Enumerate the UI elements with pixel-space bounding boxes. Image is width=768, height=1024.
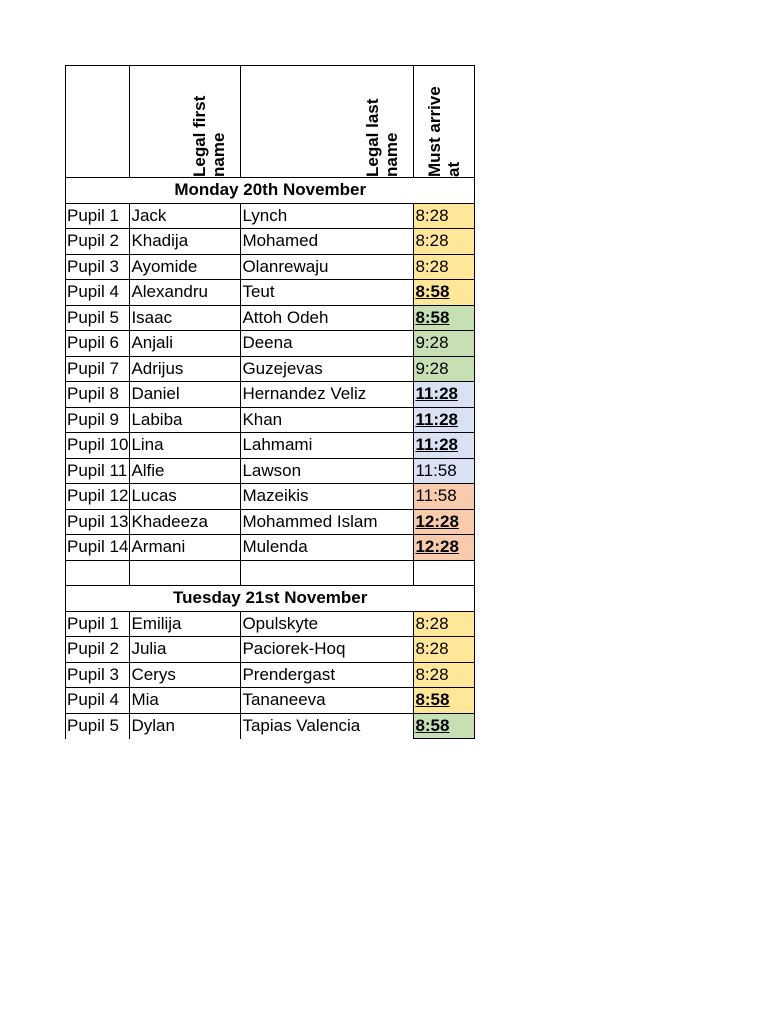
last-name-cell[interactable]: Teut xyxy=(241,280,414,306)
first-name-cell[interactable]: Khadeeza xyxy=(130,509,241,535)
table-row xyxy=(66,407,475,433)
first-name-cell[interactable]: Adrijus xyxy=(130,356,241,382)
arrival-time-cell[interactable]: 8:28 xyxy=(414,637,475,663)
first-name-cell[interactable]: Emilija xyxy=(130,611,241,637)
last-name-cell[interactable]: Lahmami xyxy=(241,433,414,459)
last-name-cell[interactable]: Khan xyxy=(241,407,414,433)
first-name-cell[interactable]: Mia xyxy=(130,688,241,714)
pupil-cell[interactable]: Pupil 5 xyxy=(66,713,130,739)
header-first-name[interactable] xyxy=(130,66,241,178)
section-title-row xyxy=(66,586,475,612)
pupil-cell[interactable]: Pupil 13 xyxy=(66,509,130,535)
header-arrive-at-label: Must arrive at xyxy=(425,86,464,177)
table-row xyxy=(66,229,475,255)
pupil-cell[interactable]: Pupil 4 xyxy=(66,688,130,714)
last-name-cell[interactable]: Mohammed Islam xyxy=(241,509,414,535)
table-row xyxy=(66,713,475,739)
empty-cell[interactable] xyxy=(414,560,475,586)
last-name-cell[interactable]: Tapias Valencia xyxy=(241,713,414,739)
table-row xyxy=(66,611,475,637)
last-name-cell[interactable]: Hernandez Veliz xyxy=(241,382,414,408)
last-name-cell[interactable]: Attoh Odeh xyxy=(241,305,414,331)
table-row xyxy=(66,637,475,663)
last-name-cell[interactable]: Mazeikis xyxy=(241,484,414,510)
arrival-time-cell[interactable]: 12:28 xyxy=(414,509,475,535)
pupil-cell[interactable]: Pupil 1 xyxy=(66,203,130,229)
arrival-time-cell[interactable]: 8:28 xyxy=(414,229,475,255)
arrival-time-cell[interactable]: 8:28 xyxy=(414,203,475,229)
first-name-cell[interactable]: Alexandru xyxy=(130,280,241,306)
table-row xyxy=(66,509,475,535)
pupil-cell[interactable]: Pupil 2 xyxy=(66,637,130,663)
section-title-row xyxy=(66,178,475,204)
header-pupil[interactable] xyxy=(66,66,130,178)
header-first-name-label: Legal first name xyxy=(190,95,229,177)
pupil-cell[interactable]: Pupil 7 xyxy=(66,356,130,382)
table-row xyxy=(66,331,475,357)
first-name-cell[interactable]: Jack xyxy=(130,203,241,229)
table-row xyxy=(66,535,475,561)
first-name-cell[interactable]: Lucas xyxy=(130,484,241,510)
pupil-cell[interactable]: Pupil 3 xyxy=(66,662,130,688)
pupil-cell[interactable]: Pupil 6 xyxy=(66,331,130,357)
pupil-cell[interactable]: Pupil 8 xyxy=(66,382,130,408)
first-name-cell[interactable]: Daniel xyxy=(130,382,241,408)
table-row xyxy=(66,280,475,306)
first-name-cell[interactable]: Isaac xyxy=(130,305,241,331)
arrival-time-cell[interactable]: 8:28 xyxy=(414,254,475,280)
pupil-cell[interactable]: Pupil 12 xyxy=(66,484,130,510)
table-row xyxy=(66,305,475,331)
pupil-cell[interactable]: Pupil 5 xyxy=(66,305,130,331)
first-name-cell[interactable]: Julia xyxy=(130,637,241,663)
arrival-time-cell[interactable]: 11:58 xyxy=(414,458,475,484)
pupil-cell[interactable]: Pupil 11 xyxy=(66,458,130,484)
schedule-sheet xyxy=(65,65,475,739)
arrival-time-cell[interactable]: 8:28 xyxy=(414,662,475,688)
pupil-cell[interactable]: Pupil 4 xyxy=(66,280,130,306)
header-last-name-label: Legal last name xyxy=(363,98,402,177)
first-name-cell[interactable]: Ayomide xyxy=(130,254,241,280)
pupil-cell[interactable]: Pupil 1 xyxy=(66,611,130,637)
table-row xyxy=(66,662,475,688)
pupil-cell[interactable]: Pupil 3 xyxy=(66,254,130,280)
pupil-cell[interactable]: Pupil 14 xyxy=(66,535,130,561)
last-name-cell[interactable]: Olanrewaju xyxy=(241,254,414,280)
arrival-time-cell[interactable]: 8:58 xyxy=(414,713,475,739)
last-name-cell[interactable]: Tananeeva xyxy=(241,688,414,714)
last-name-cell[interactable]: Paciorek-Hoq xyxy=(241,637,414,663)
arrival-time-cell[interactable]: 8:58 xyxy=(414,305,475,331)
table-row xyxy=(66,458,475,484)
blank-row xyxy=(66,560,475,586)
section-title[interactable]: Tuesday 21st November xyxy=(66,586,475,612)
first-name-cell[interactable]: Alfie xyxy=(130,458,241,484)
table-row xyxy=(66,254,475,280)
header-arrive-at[interactable] xyxy=(414,66,475,178)
first-name-cell[interactable]: Dylan xyxy=(130,713,241,739)
table-row xyxy=(66,688,475,714)
header-row xyxy=(66,66,475,178)
arrival-time-cell[interactable]: 11:28 xyxy=(414,382,475,408)
arrival-time-cell[interactable]: 9:28 xyxy=(414,331,475,357)
table-row xyxy=(66,203,475,229)
last-name-cell[interactable]: Opulskyte xyxy=(241,611,414,637)
first-name-cell[interactable]: Lina xyxy=(130,433,241,459)
table-row xyxy=(66,382,475,408)
last-name-cell[interactable]: Mulenda xyxy=(241,535,414,561)
arrival-time-cell[interactable]: 8:28 xyxy=(414,611,475,637)
arrival-time-cell[interactable]: 8:58 xyxy=(414,688,475,714)
table-row xyxy=(66,484,475,510)
first-name-cell[interactable]: Cerys xyxy=(130,662,241,688)
last-name-cell[interactable]: Guzejevas xyxy=(241,356,414,382)
pupil-cell[interactable]: Pupil 2 xyxy=(66,229,130,255)
last-name-cell[interactable]: Deena xyxy=(241,331,414,357)
first-name-cell[interactable]: Khadija xyxy=(130,229,241,255)
table-row xyxy=(66,433,475,459)
pupil-cell[interactable]: Pupil 10 xyxy=(66,433,130,459)
header-last-name[interactable] xyxy=(241,66,414,178)
empty-cell[interactable] xyxy=(130,560,241,586)
arrival-time-cell[interactable]: 11:58 xyxy=(414,484,475,510)
empty-cell[interactable] xyxy=(241,560,414,586)
last-name-cell[interactable]: Prendergast xyxy=(241,662,414,688)
last-name-cell[interactable]: Lawson xyxy=(241,458,414,484)
first-name-cell[interactable]: Armani xyxy=(130,535,241,561)
section-title[interactable]: Monday 20th November xyxy=(66,178,475,204)
arrival-time-cell[interactable]: 8:58 xyxy=(414,280,475,306)
arrival-time-cell[interactable]: 11:28 xyxy=(414,407,475,433)
arrival-table xyxy=(65,65,475,739)
first-name-cell[interactable]: Labiba xyxy=(130,407,241,433)
last-name-cell[interactable]: Mohamed xyxy=(241,229,414,255)
first-name-cell[interactable]: Anjali xyxy=(130,331,241,357)
last-name-cell[interactable]: Lynch xyxy=(241,203,414,229)
arrival-time-cell[interactable]: 9:28 xyxy=(414,356,475,382)
pupil-cell[interactable]: Pupil 9 xyxy=(66,407,130,433)
arrival-time-cell[interactable]: 11:28 xyxy=(414,433,475,459)
table-row xyxy=(66,356,475,382)
arrival-time-cell[interactable]: 12:28 xyxy=(414,535,475,561)
empty-cell[interactable] xyxy=(66,560,130,586)
